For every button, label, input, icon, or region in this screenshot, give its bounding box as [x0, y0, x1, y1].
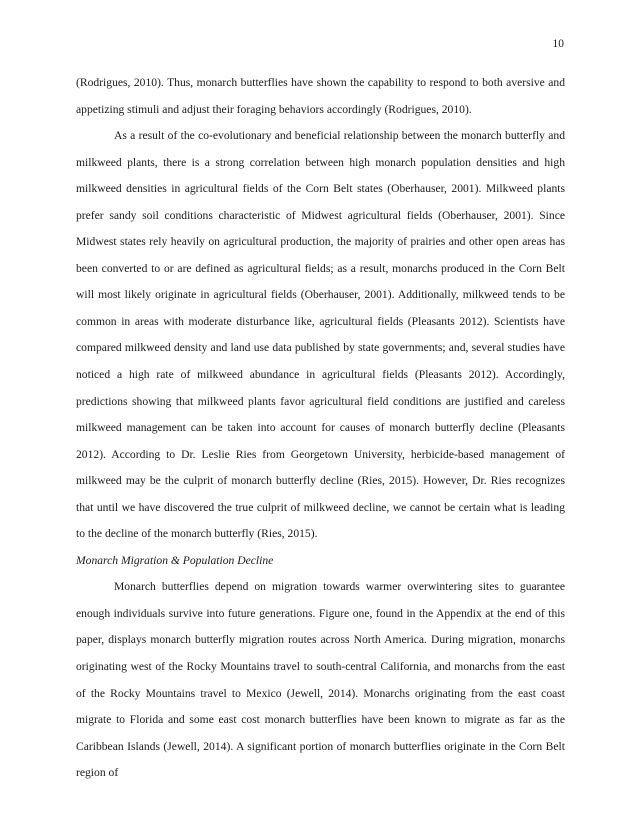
section-heading: Monarch Migration & Population Decline [76, 553, 274, 567]
page-number: 10 [552, 38, 564, 50]
paragraph-milkweed-correlation: As a result of the co-evolutionary and beneficial relationship between the monarch butterfly and milkweed plants, there is a strong correlation between high monarch population densities and high milkweed densities in agricultural fields of the Corn Belt states (Oberhauser, 2001). Milkweed plants prefer sandy soil conditions characteristic of Midwest agricultural fields (Oberhauser, 2001). Since Midwest states rely heavily on agricultural production, the majority of prairies and other open areas has been converted to or are defined as agricultural fields; as a result, monarchs produced in the Corn Belt will most likely originate in agricultural fields (Oberhauser, 2001). Additionally, milkweed tends to be common in areas with moderate disturbance like, agricultural fields (Pleasants 2012). Scientists have compared milkweed density and land use data published by state governments; and, several studies have noticed a high rate of milkweed abundance in agricultural fields (Pleasants 2012). Accordingly, predictions showing that milkweed plants favor agricultural field conditions are justified and careless milkweed management can be taken into account for causes of monarch butterfly decline (Pleasants 2012). According to Dr. Leslie Ries from Georgetown University, herbicide-based management of milkweed may be the culprit of monarch butterfly decline (Ries, 2015). However, Dr. Ries recognizes that until we have discovered the true culprit of milkweed decline, we cannot be certain what is leading to the decline of the monarch butterfly (Ries, 2015). [76, 129, 565, 541]
body-text [76, 70, 565, 787]
paragraph-migration: Monarch butterflies depend on migration towards warmer overwintering sites to guarantee enough individuals survive into future generations. Figure one, found in the Appendix at the end of this paper, displays monarch butterfly migration routes across North America. During migration, monarchs originating west of the Rocky Mountains travel to south-central California, and monarchs from the east of the Rocky Mountains travel to Mexico (Jewell, 2014). Monarchs originating from the east coast migrate to Florida and some east cost monarch butterflies have been known to migrate as far as the Caribbean Islands (Jewell, 2014). A significant portion of monarch butterflies originate in the Corn Belt region of [76, 580, 565, 780]
paragraph-continuation: (Rodrigues, 2010). Thus, monarch butterflies have shown the capability to respond to both aversive and appetizing stimuli and adjust their foraging behaviors accordingly (Rodrigues, 2010). [76, 76, 565, 116]
